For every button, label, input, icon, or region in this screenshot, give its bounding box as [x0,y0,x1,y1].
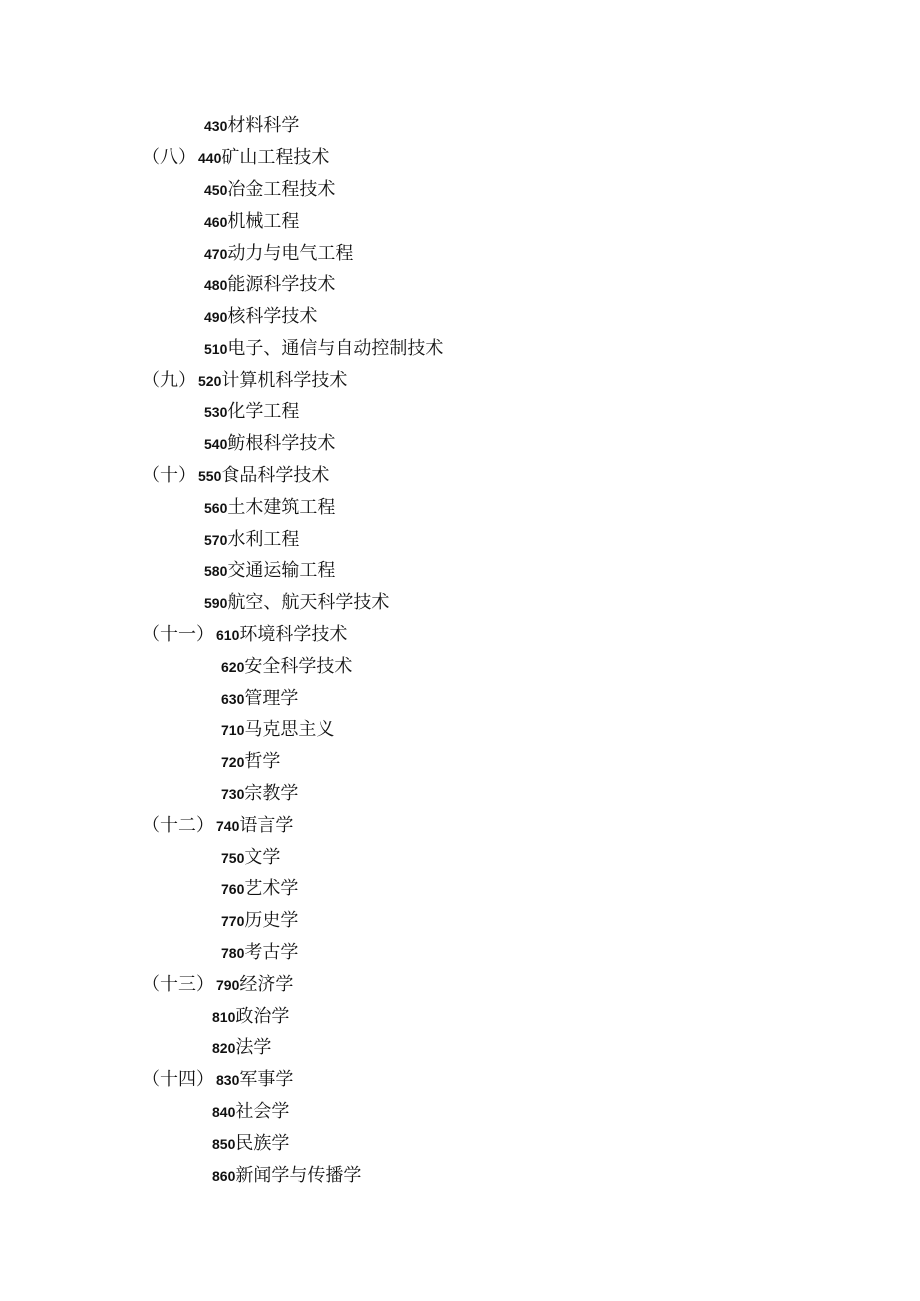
item-name: 语言学 [239,815,294,836]
item-code: 770 [221,913,245,929]
item-name: 动力与电气工程 [227,243,354,264]
item-code: 850 [212,1136,236,1152]
item-code: 430 [204,118,228,134]
list-item [204,557,335,585]
list-item [142,812,293,840]
group-marker: （十四） [142,1069,214,1090]
list-item [204,398,299,426]
item-code: 720 [221,754,245,770]
list-item [142,621,347,649]
item-name: 安全科学技术 [244,656,353,677]
list-item [204,112,299,140]
list-item [204,335,443,363]
item-name: 化学工程 [227,401,300,422]
item-code: 860 [212,1168,236,1184]
group-marker: （十） [142,465,196,486]
item-code: 480 [204,277,228,293]
item-code: 840 [212,1104,236,1120]
item-name: 材料科学 [227,115,300,136]
item-name: 马克思主义 [244,719,335,740]
item-code: 560 [204,500,228,516]
list-item [221,907,298,935]
item-name: 鲂根科学技术 [227,433,336,454]
list-item [204,589,389,617]
item-name: 历史学 [244,910,299,931]
item-code: 440 [198,150,222,166]
list-item [204,176,335,204]
item-code: 450 [204,182,228,198]
group-marker: （八） [142,147,196,168]
item-name: 电子、通信与自动控制技术 [227,338,444,359]
list-item [142,462,329,490]
item-name: 机械工程 [227,211,300,232]
list-item [212,1034,271,1062]
item-code: 620 [221,659,245,675]
item-code: 830 [216,1072,240,1088]
list-item [212,1098,289,1126]
group-marker: （十三） [142,974,214,995]
item-name: 民族学 [235,1133,290,1154]
item-code: 750 [221,850,245,866]
group-marker: （十一） [142,624,214,645]
item-name: 土木建筑工程 [227,497,336,518]
item-name: 管理学 [244,688,299,709]
item-name: 航空、航天科学技术 [227,592,390,613]
item-name: 能源科学技术 [227,274,336,295]
list-item [221,875,298,903]
list-item [142,144,329,172]
item-name: 文学 [244,847,281,868]
item-code: 790 [216,977,240,993]
item-name: 军事学 [239,1069,294,1090]
item-code: 820 [212,1040,236,1056]
item-name: 宗教学 [244,783,299,804]
item-name: 法学 [235,1037,272,1058]
item-code: 760 [221,881,245,897]
item-name: 新闻学与传播学 [235,1165,362,1186]
item-name: 政治学 [235,1006,290,1027]
group-marker: （九） [142,370,196,391]
list-item [212,1130,289,1158]
item-name: 交通运输工程 [227,560,336,581]
item-name: 计算机科学技术 [221,370,348,391]
group-marker: （十二） [142,815,214,836]
item-name: 艺术学 [244,878,299,899]
item-code: 630 [221,691,245,707]
item-code: 810 [212,1009,236,1025]
item-code: 780 [221,945,245,961]
item-name: 考古学 [244,942,299,963]
item-name: 水利工程 [227,529,300,550]
item-code: 540 [204,436,228,452]
list-item [204,240,353,268]
list-item [221,685,298,713]
list-item [212,1003,289,1031]
list-item [221,653,352,681]
list-item [212,1162,361,1190]
item-name: 社会学 [235,1101,290,1122]
list-item [142,1066,293,1094]
item-code: 710 [221,722,245,738]
list-item [221,939,298,967]
list-item [204,303,317,331]
item-code: 580 [204,563,228,579]
item-code: 520 [198,373,222,389]
item-name: 矿山工程技术 [221,147,330,168]
item-code: 490 [204,309,228,325]
list-item [204,208,299,236]
item-code: 530 [204,404,228,420]
item-code: 570 [204,532,228,548]
list-item [142,971,293,999]
item-code: 610 [216,627,240,643]
list-item [204,526,299,554]
item-code: 460 [204,214,228,230]
item-name: 核科学技术 [227,306,318,327]
list-item [204,271,335,299]
item-name: 冶金工程技术 [227,179,336,200]
item-name: 环境科学技术 [239,624,348,645]
item-name: 经济学 [239,974,294,995]
item-code: 470 [204,246,228,262]
item-name: 哲学 [244,751,281,772]
list-item [204,430,335,458]
list-item [221,748,280,776]
item-name: 食品科学技术 [221,465,330,486]
list-item [142,367,347,395]
item-code: 590 [204,595,228,611]
list-item [221,844,280,872]
item-code: 730 [221,786,245,802]
item-code: 740 [216,818,240,834]
item-code: 510 [204,341,228,357]
list-item [221,780,298,808]
item-code: 550 [198,468,222,484]
list-item [204,494,335,522]
list-item [221,716,334,744]
